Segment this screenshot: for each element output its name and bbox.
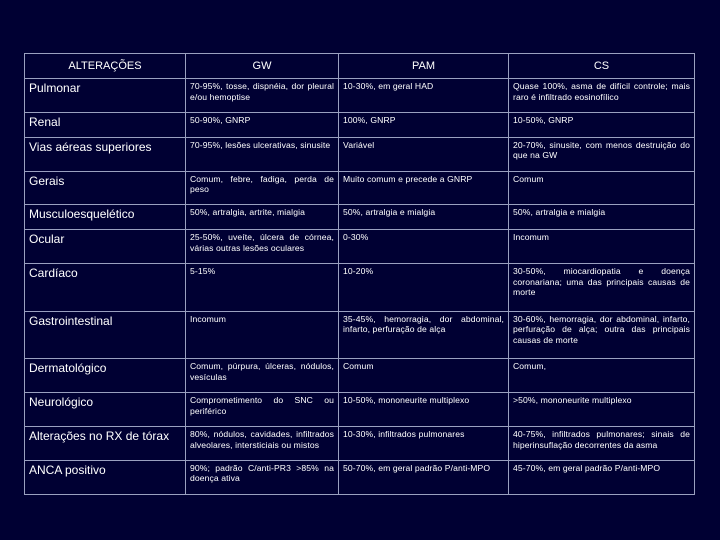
table-row bbox=[25, 264, 695, 312]
cell-pam: 10-30%, em geral HAD bbox=[339, 79, 509, 113]
cell-cs: 30-60%, hemorragia, dor abdominal, infarto, perfuração de alça; outra das principais causas de morte bbox=[509, 311, 695, 359]
cell-pam: Variável bbox=[339, 137, 509, 171]
cell-pam: 50%, artralgia e mialgia bbox=[339, 205, 509, 230]
cell-pam: Muito comum e precede a GNRP bbox=[339, 171, 509, 205]
row-label: Pulmonar bbox=[25, 79, 186, 113]
row-label: Ocular bbox=[25, 230, 186, 264]
cell-gw: 70-95%, tosse, dispnéia, dor pleural e/ou hemoptise bbox=[186, 79, 339, 113]
row-label: Gastrointestinal bbox=[25, 311, 186, 359]
cell-gw: 50%, artralgia, artrite, mialgia bbox=[186, 205, 339, 230]
cell-cs: Incomum bbox=[509, 230, 695, 264]
row-label: Gerais bbox=[25, 171, 186, 205]
cell-gw: 50-90%, GNRP bbox=[186, 112, 339, 137]
row-label: Dermatológico bbox=[25, 359, 186, 393]
table-row bbox=[25, 137, 695, 171]
cell-pam: 50-70%, em geral padrão P/anti-MPO bbox=[339, 460, 509, 494]
header-pam: PAM bbox=[339, 54, 509, 79]
cell-pam: 10-30%, infiltrados pulmonares bbox=[339, 427, 509, 461]
table-row bbox=[25, 112, 695, 137]
table-row bbox=[25, 311, 695, 359]
cell-pam: 10-50%, mononeurite multiplexo bbox=[339, 393, 509, 427]
comparison-table bbox=[24, 53, 695, 495]
cell-gw: 5-15% bbox=[186, 264, 339, 312]
cell-cs: 10-50%, GNRP bbox=[509, 112, 695, 137]
table-row bbox=[25, 427, 695, 461]
header-gw: GW bbox=[186, 54, 339, 79]
table-row bbox=[25, 359, 695, 393]
row-label: ANCA positivo bbox=[25, 460, 186, 494]
table-row bbox=[25, 79, 695, 113]
row-label: Musculoesquelético bbox=[25, 205, 186, 230]
cell-cs: 45-70%, em geral padrão P/anti-MPO bbox=[509, 460, 695, 494]
row-label: Vias aéreas superiores bbox=[25, 137, 186, 171]
table-row bbox=[25, 393, 695, 427]
cell-cs: >50%, mononeurite multiplexo bbox=[509, 393, 695, 427]
cell-cs: 50%, artralgia e mialgia bbox=[509, 205, 695, 230]
table-header-row bbox=[25, 54, 695, 79]
cell-cs: Quase 100%, asma de difícil controle; mais raro é infiltrado eosinofílico bbox=[509, 79, 695, 113]
cell-gw: Comprometimento do SNC ou periférico bbox=[186, 393, 339, 427]
cell-gw: Comum, púrpura, úlceras, nódulos, vesículas bbox=[186, 359, 339, 393]
header-cs: CS bbox=[509, 54, 695, 79]
row-label: Renal bbox=[25, 112, 186, 137]
cell-cs: 40-75%, infiltrados pulmonares; sinais de hiperinsuflação decorrentes da asma bbox=[509, 427, 695, 461]
cell-pam: Comum bbox=[339, 359, 509, 393]
cell-gw: 90%; padrão C/anti-PR3 >85% na doença ativa bbox=[186, 460, 339, 494]
cell-gw: 25-50%, uveíte, úlcera de córnea, várias outras lesões oculares bbox=[186, 230, 339, 264]
cell-gw: 80%, nódulos, cavidades, infiltrados alveolares, intersticiais ou mistos bbox=[186, 427, 339, 461]
cell-cs: 20-70%, sinusite, com menos destruição do que na GW bbox=[509, 137, 695, 171]
cell-pam: 10-20% bbox=[339, 264, 509, 312]
cell-pam: 35-45%, hemorragia, dor abdominal, infarto, perfuração de alça bbox=[339, 311, 509, 359]
cell-cs: 30-50%, miocardiopatia e doença coronariana; uma das principais causas de morte bbox=[509, 264, 695, 312]
cell-pam: 100%, GNRP bbox=[339, 112, 509, 137]
table-row bbox=[25, 171, 695, 205]
cell-gw: 70-95%, lesões ulcerativas, sinusite bbox=[186, 137, 339, 171]
row-label: Cardíaco bbox=[25, 264, 186, 312]
table-row bbox=[25, 230, 695, 264]
row-label: Neurológico bbox=[25, 393, 186, 427]
table-row bbox=[25, 460, 695, 494]
header-alteracoes: ALTERAÇÕES bbox=[25, 54, 186, 79]
cell-cs: Comum, bbox=[509, 359, 695, 393]
cell-gw: Incomum bbox=[186, 311, 339, 359]
cell-pam: 0-30% bbox=[339, 230, 509, 264]
table-row bbox=[25, 205, 695, 230]
cell-cs: Comum bbox=[509, 171, 695, 205]
row-label: Alterações no RX de tórax bbox=[25, 427, 186, 461]
cell-gw: Comum, febre, fadiga, perda de peso bbox=[186, 171, 339, 205]
